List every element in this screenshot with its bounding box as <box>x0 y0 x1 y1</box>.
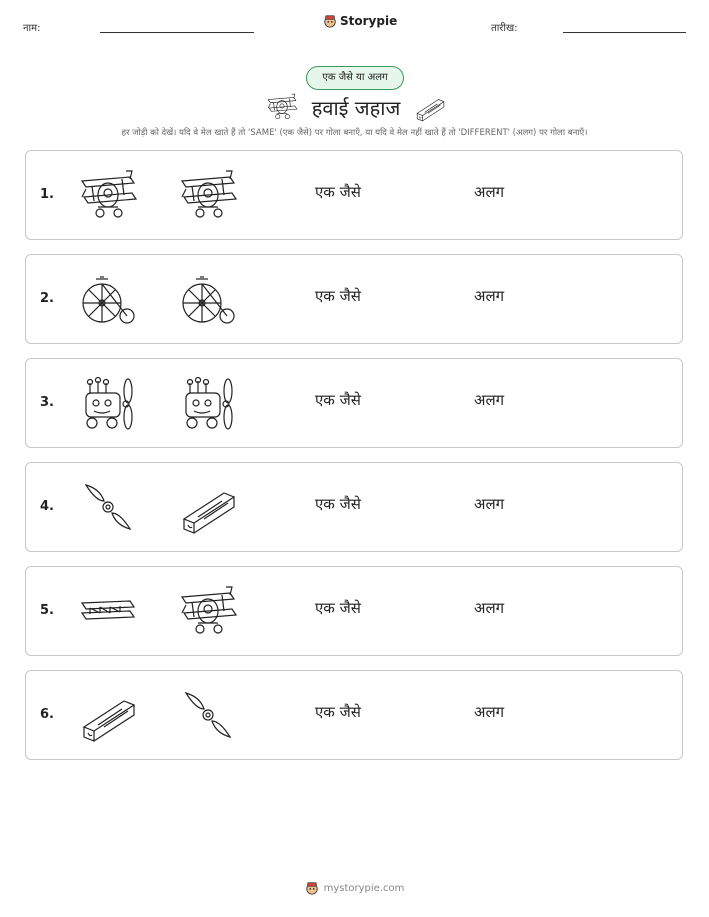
biplane-icon <box>178 583 238 639</box>
option-different[interactable]: अलग <box>474 391 505 409</box>
option-same[interactable]: एक जैसे <box>315 495 361 513</box>
option-same[interactable]: एक जैसे <box>315 599 361 617</box>
footer <box>0 881 709 895</box>
wooden-plank-icon <box>414 92 446 122</box>
option-different[interactable]: अलग <box>474 287 505 305</box>
topic-badge: एक जैसे या अलग <box>306 66 404 90</box>
biplane-icon <box>78 167 138 223</box>
option-different[interactable]: अलग <box>474 183 505 201</box>
option-same[interactable]: एक जैसे <box>315 703 361 721</box>
wright-flyer-icon <box>78 583 138 639</box>
storypie-mascot-icon <box>305 881 319 895</box>
question-number: 1. <box>40 187 54 202</box>
question-number: 6. <box>40 707 54 722</box>
wooden-plank-icon <box>78 687 138 743</box>
page-title-row <box>254 92 458 122</box>
question-row <box>25 462 683 552</box>
name-field[interactable] <box>100 32 254 33</box>
biplane-icon <box>178 167 238 223</box>
footer-url: mystorypie.com <box>323 882 405 894</box>
date-field[interactable] <box>563 32 686 33</box>
option-different[interactable]: अलग <box>474 599 505 617</box>
penny-farthing-bicycle-icon <box>178 271 238 327</box>
question-row <box>25 566 683 656</box>
option-same[interactable]: एक जैसे <box>315 391 361 409</box>
question-row <box>25 670 683 760</box>
question-row <box>25 254 683 344</box>
option-same[interactable]: एक जैसे <box>315 183 361 201</box>
propeller-icon <box>78 479 138 535</box>
question-row <box>25 358 683 448</box>
propeller-icon <box>178 687 238 743</box>
storypie-mascot-icon <box>323 14 337 28</box>
penny-farthing-bicycle-icon <box>78 271 138 327</box>
date-label: तारीख: <box>491 23 518 34</box>
cartoon-engine-icon <box>78 375 138 431</box>
question-number: 5. <box>40 603 54 618</box>
option-same[interactable]: एक जैसे <box>315 287 361 305</box>
brand-logo <box>323 14 397 28</box>
question-number: 3. <box>40 395 54 410</box>
brand-name: Storypie <box>340 14 398 28</box>
cartoon-engine-icon <box>178 375 238 431</box>
instructions: हर जोड़ी को देखें। यदि वे मेल खाते हैं तो 'SAME' (एक जैसे) पर गोला बनाएँ, या यदि वे मेल नहीं खाते हैं तो 'DIFFERENT' (अलग) पर गोला बनाएँ। <box>121 128 588 138</box>
biplane-icon <box>266 92 298 122</box>
option-different[interactable]: अलग <box>474 703 505 721</box>
page-title: हवाई जहाज <box>311 95 401 120</box>
question-number: 2. <box>40 291 54 306</box>
question-row <box>25 150 683 240</box>
wooden-plank-icon <box>178 479 238 535</box>
question-number: 4. <box>40 499 54 514</box>
name-label: नाम: <box>23 23 41 34</box>
option-different[interactable]: अलग <box>474 495 505 513</box>
